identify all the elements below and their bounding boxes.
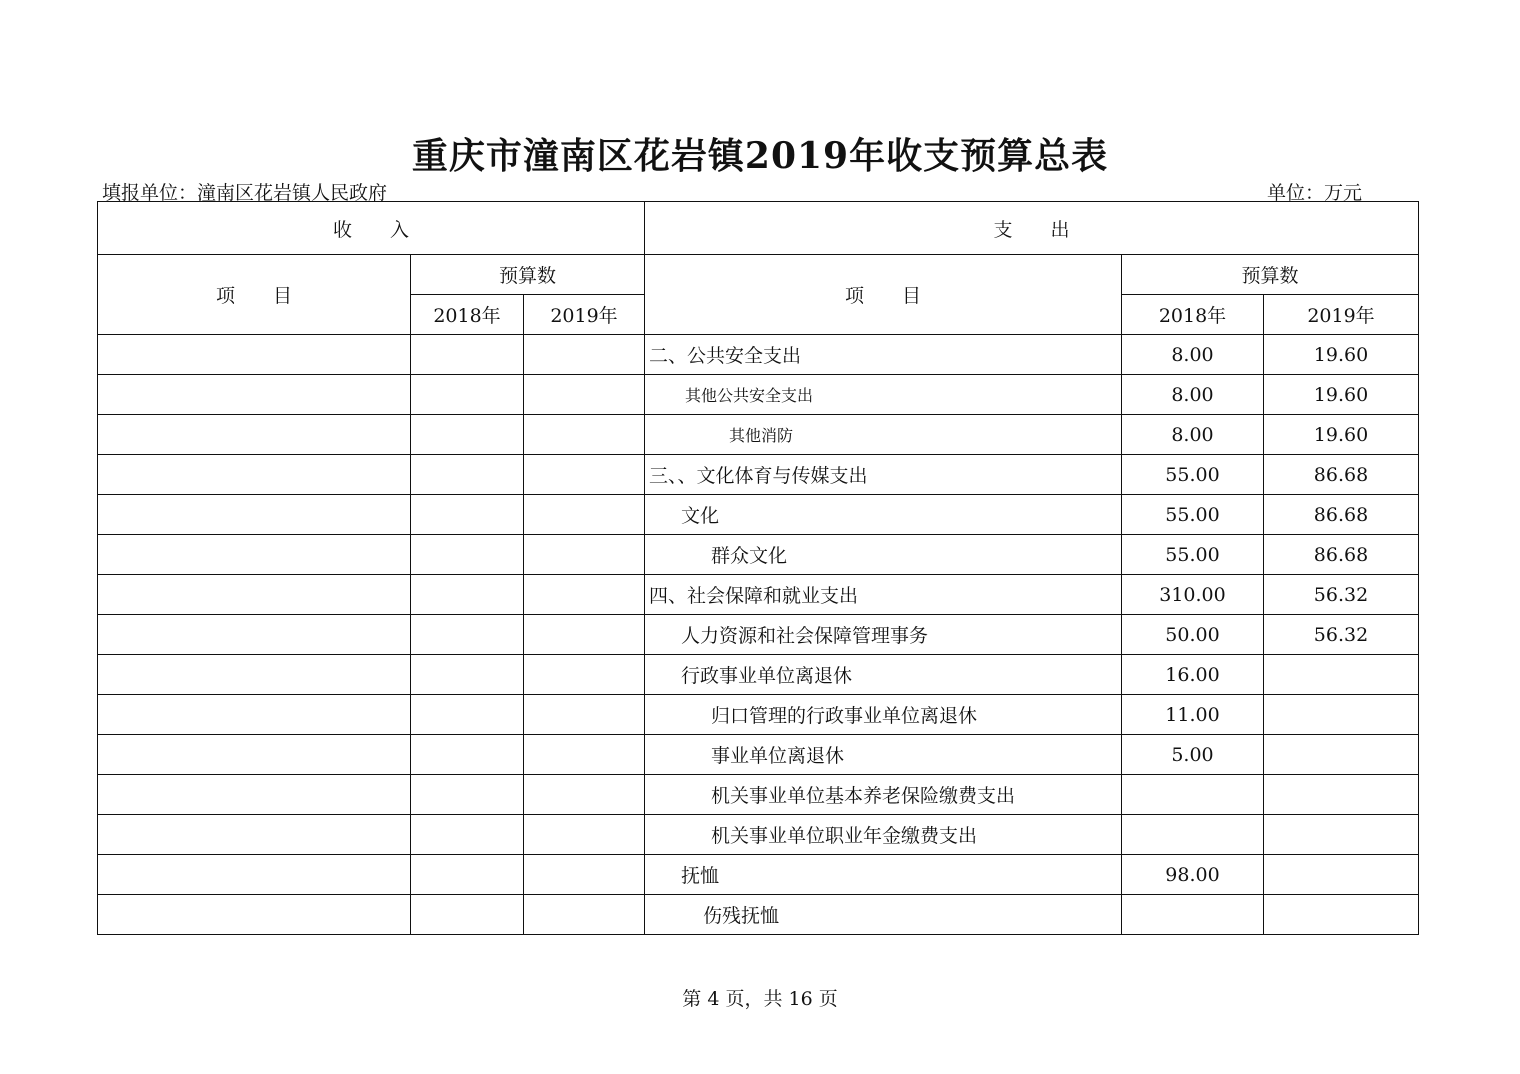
filing-unit: 填报单位：潼南区花岩镇人民政府 <box>102 182 388 204</box>
value-2019: 56.32 <box>1264 575 1419 615</box>
table-row <box>98 535 1419 575</box>
expense-2019-header: 2019年 <box>1264 295 1419 335</box>
expense-item: 行政事业单位离退休 <box>645 655 1122 695</box>
income-header: 收 入 <box>98 202 645 255</box>
value-2019: 19.60 <box>1264 335 1419 375</box>
expense-budget-header: 预算数 <box>1122 255 1419 295</box>
value-2019: 86.68 <box>1264 455 1419 495</box>
expense-item: 其他消防 <box>645 415 1122 455</box>
expense-header: 支 出 <box>645 202 1419 255</box>
value-2019 <box>1264 735 1419 775</box>
table-row <box>98 775 1419 815</box>
value-2018: 98.00 <box>1122 855 1264 895</box>
expense-item: 三、、文化体育与传媒支出 <box>645 455 1122 495</box>
value-2018: 55.00 <box>1122 535 1264 575</box>
expense-item: 机关事业单位基本养老保险缴费支出 <box>645 775 1122 815</box>
value-2019 <box>1264 815 1419 855</box>
income-2018-header: 2018年 <box>411 295 524 335</box>
expense-item: 伤残抚恤 <box>645 895 1122 935</box>
value-2019 <box>1264 895 1419 935</box>
income-item-header: 项 目 <box>98 255 411 335</box>
income-2019-header: 2019年 <box>524 295 645 335</box>
value-2019 <box>1264 855 1419 895</box>
value-2018: 55.00 <box>1122 495 1264 535</box>
expense-item: 四、社会保障和就业支出 <box>645 575 1122 615</box>
value-2018: 310.00 <box>1122 575 1264 615</box>
value-2019: 19.60 <box>1264 375 1419 415</box>
budget-table <box>97 201 1419 935</box>
expense-item-header: 项 目 <box>645 255 1122 335</box>
value-2019 <box>1264 655 1419 695</box>
table-row <box>98 335 1419 375</box>
value-2019: 56.32 <box>1264 615 1419 655</box>
expense-item: 归口管理的行政事业单位离退休 <box>645 695 1122 735</box>
page-title: 重庆市潼南区花岩镇2019年收支预算总表 <box>411 135 1109 177</box>
table-row <box>98 655 1419 695</box>
expense-item: 其他公共安全支出 <box>645 375 1122 415</box>
table-row <box>98 495 1419 535</box>
income-budget-header: 预算数 <box>411 255 645 295</box>
value-2018: 16.00 <box>1122 655 1264 695</box>
value-2018 <box>1122 815 1264 855</box>
table-row <box>98 815 1419 855</box>
table-row <box>98 695 1419 735</box>
value-2018: 50.00 <box>1122 615 1264 655</box>
value-2018 <box>1122 895 1264 935</box>
expense-item: 事业单位离退休 <box>645 735 1122 775</box>
value-2018: 55.00 <box>1122 455 1264 495</box>
expense-item: 机关事业单位职业年金缴费支出 <box>645 815 1122 855</box>
expense-item: 抚恤 <box>645 855 1122 895</box>
value-2019: 86.68 <box>1264 495 1419 535</box>
value-2018: 8.00 <box>1122 335 1264 375</box>
currency-unit: 单位：万元 <box>1267 182 1363 204</box>
table-row <box>98 415 1419 455</box>
value-2018: 8.00 <box>1122 375 1264 415</box>
page-number: 第 4 页，共 16 页 <box>682 988 838 1010</box>
table-row <box>98 855 1419 895</box>
value-2019 <box>1264 695 1419 735</box>
table-row <box>98 735 1419 775</box>
table-header-row <box>98 202 1419 255</box>
expense-item: 群众文化 <box>645 535 1122 575</box>
value-2018: 11.00 <box>1122 695 1264 735</box>
table-row <box>98 575 1419 615</box>
table-row <box>98 455 1419 495</box>
table-row <box>98 895 1419 935</box>
value-2019: 19.60 <box>1264 415 1419 455</box>
table-row <box>98 615 1419 655</box>
value-2019 <box>1264 775 1419 815</box>
expense-item: 二、公共安全支出 <box>645 335 1122 375</box>
table-row <box>98 375 1419 415</box>
expense-item: 文化 <box>645 495 1122 535</box>
value-2018 <box>1122 775 1264 815</box>
expense-item: 人力资源和社会保障管理事务 <box>645 615 1122 655</box>
expense-2018-header: 2018年 <box>1122 295 1264 335</box>
table-subheader-row <box>98 255 1419 295</box>
value-2018: 5.00 <box>1122 735 1264 775</box>
value-2019: 86.68 <box>1264 535 1419 575</box>
value-2018: 8.00 <box>1122 415 1264 455</box>
